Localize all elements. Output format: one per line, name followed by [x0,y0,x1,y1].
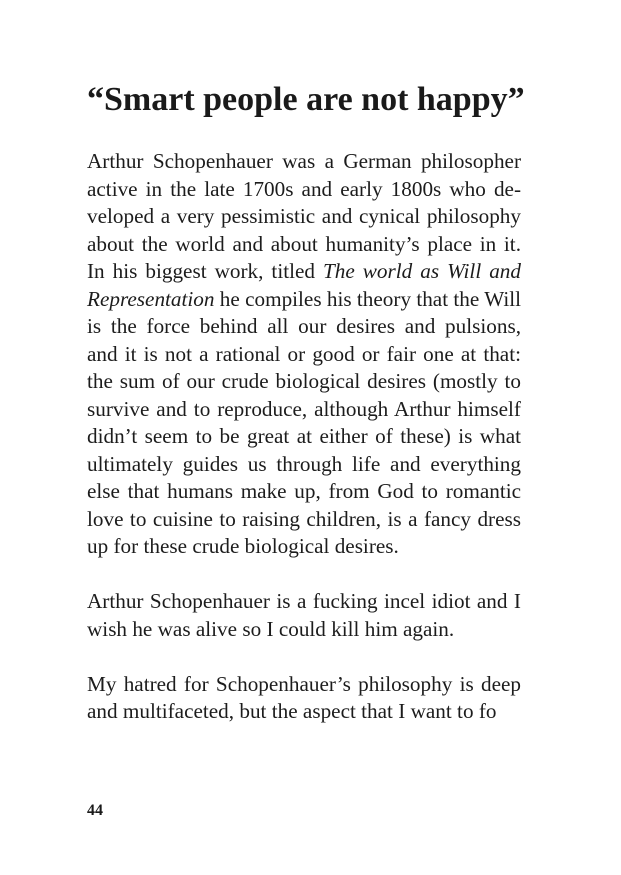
paragraph-1-text-b: he compiles his theory that the Will is the force behind all our desires and pulsions, and it is not a rational or good or fair one at that: the sum of our crude biological desires (mostly to survive and to reproduce, although Arthur himself didn’t seem to be great at either of these) is what ultimately guides us through life and everything else that humans make up, from God to romantic love to cuisine to raising children, is a fancy dress up for these crude biological desires. [87,286,522,558]
paragraph-3: My hatred for Schopenhauer’s philosophy is deep and multifaceted, but the aspect that I want to fo [87,671,521,723]
paragraph-1 [87,148,521,561]
book-title-italic: The world as Will and Representation [87,259,521,311]
paragraph-1-text-a: Arthur Schopenhauer was a German philosopher active in the late 1700s and early 1800s who developed a very pessimistic and cynical philosophy about the world and about humanity’s place in it. In his biggest work, titled [87,149,521,283]
body-text [87,148,521,726]
page-number: 44 [87,802,103,819]
paragraph-2: Arthur Schopenhauer is a fucking incel idiot and I wish he was alive so I could kill him again. [87,589,521,641]
chapter-title: “Smart people are not happy” [87,81,525,118]
